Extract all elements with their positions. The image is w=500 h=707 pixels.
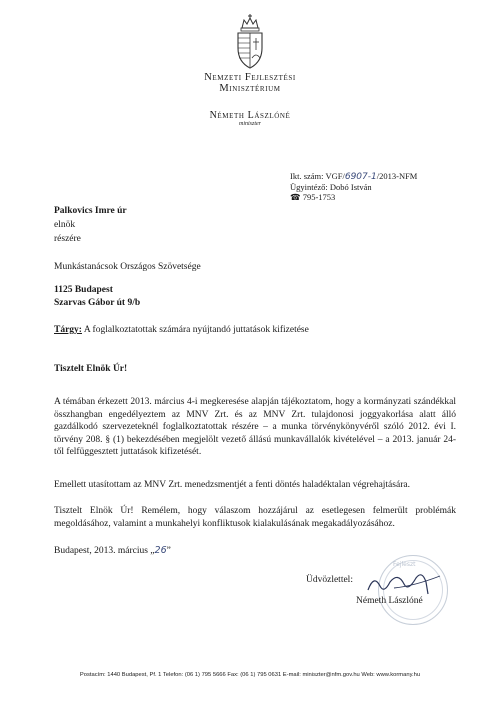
reference-block <box>290 171 417 202</box>
phone-line <box>290 192 417 202</box>
ministry-name-line1: Nemzeti Fejlesztési <box>204 72 296 83</box>
reference-number <box>290 171 417 182</box>
recipient-title: elnök <box>54 220 76 230</box>
date-suffix: ” <box>166 546 171 556</box>
footer-contact: Postacím: 1440 Budapest, Pf. 1 Telefon: (06 1) 795 5666 Fax: (06 1) 795 0631 E-mail: miniszter@nfm.gov.hu Web: www.kormany.hu <box>79 672 421 678</box>
minister-name: Németh Lászlóné <box>209 110 291 121</box>
recipient-name: Palkovics Imre úr <box>54 206 127 216</box>
reference-number-label: Ikt. szám: VGF/ <box>290 171 345 181</box>
ministry-name <box>150 72 350 94</box>
recipient-street: Szarvas Gábor út 9/b <box>54 298 141 308</box>
ministry-name-line2: Minisztérium <box>219 83 281 94</box>
recipient-reszere: részére <box>54 234 81 244</box>
date-prefix: Budapest, 2013. március „ <box>54 546 155 556</box>
reference-number-handwritten: 6907-1 <box>344 172 377 182</box>
subject-line <box>54 325 309 335</box>
subject-label: Tárgy: <box>54 325 82 335</box>
body-paragraph-2: Emellett utasítottam az MNV Zrt. menedzsmentjét a fenti döntés haladéktalan végrehajtására. <box>54 480 410 490</box>
case-officer: Ügyintéző: Dobó István <box>290 182 372 192</box>
stamp-text: Fejleszt <box>393 561 416 568</box>
subject-text: A foglalkoztatottak számára nyújtandó juttatások kifizetése <box>83 325 309 335</box>
phone-number: 795-1753 <box>302 192 336 202</box>
closing-greeting: Üdvözlettel: <box>306 575 353 585</box>
phone-icon: ☎ <box>290 192 301 202</box>
minister-title: miniszter <box>238 121 261 127</box>
recipient-postcode-city: 1125 Budapest <box>54 285 113 295</box>
body-paragraph-3: Tisztelt Elnök Úr! Remélem, hogy válaszom hozzájárul az esetlegesen felmerült problémák megoldásához, valamint a munkahelyi konfliktusok kialakulásának megakadályozásához. <box>54 506 456 529</box>
date-day-handwritten: 26 <box>154 545 167 556</box>
hungarian-coat-of-arms-icon <box>228 14 272 72</box>
date-line <box>54 545 171 558</box>
recipient-organization: Munkástanácsok Országos Szövetsége <box>54 262 201 272</box>
reference-number-suffix: /2013-NFM <box>376 171 418 181</box>
signer-name: Németh Lászlóné <box>356 596 423 606</box>
salutation: Tisztelt Elnök Úr! <box>54 364 128 374</box>
handwritten-signature <box>364 568 444 596</box>
body-paragraph-1: A témában érkezett 2013. március 4-i megkeresése alapján tájékoztatom, hogy a kormányzati szándékkal összhangban engedélyeztem az MNV Zrt. és az MNV Zrt. tulajdonosi joggyakorlása alatt álló gazdálkodó szervezeteknél foglalkoztatottak részére – a munka törvénykönyvéről szóló 2012. évi I. törvény 208. § (1) bekezdésében megjelölt vezető állású munkavállalók kivételével – a 2013. január 24-től felfüggesztett juttatások kifizetését. <box>54 397 456 458</box>
